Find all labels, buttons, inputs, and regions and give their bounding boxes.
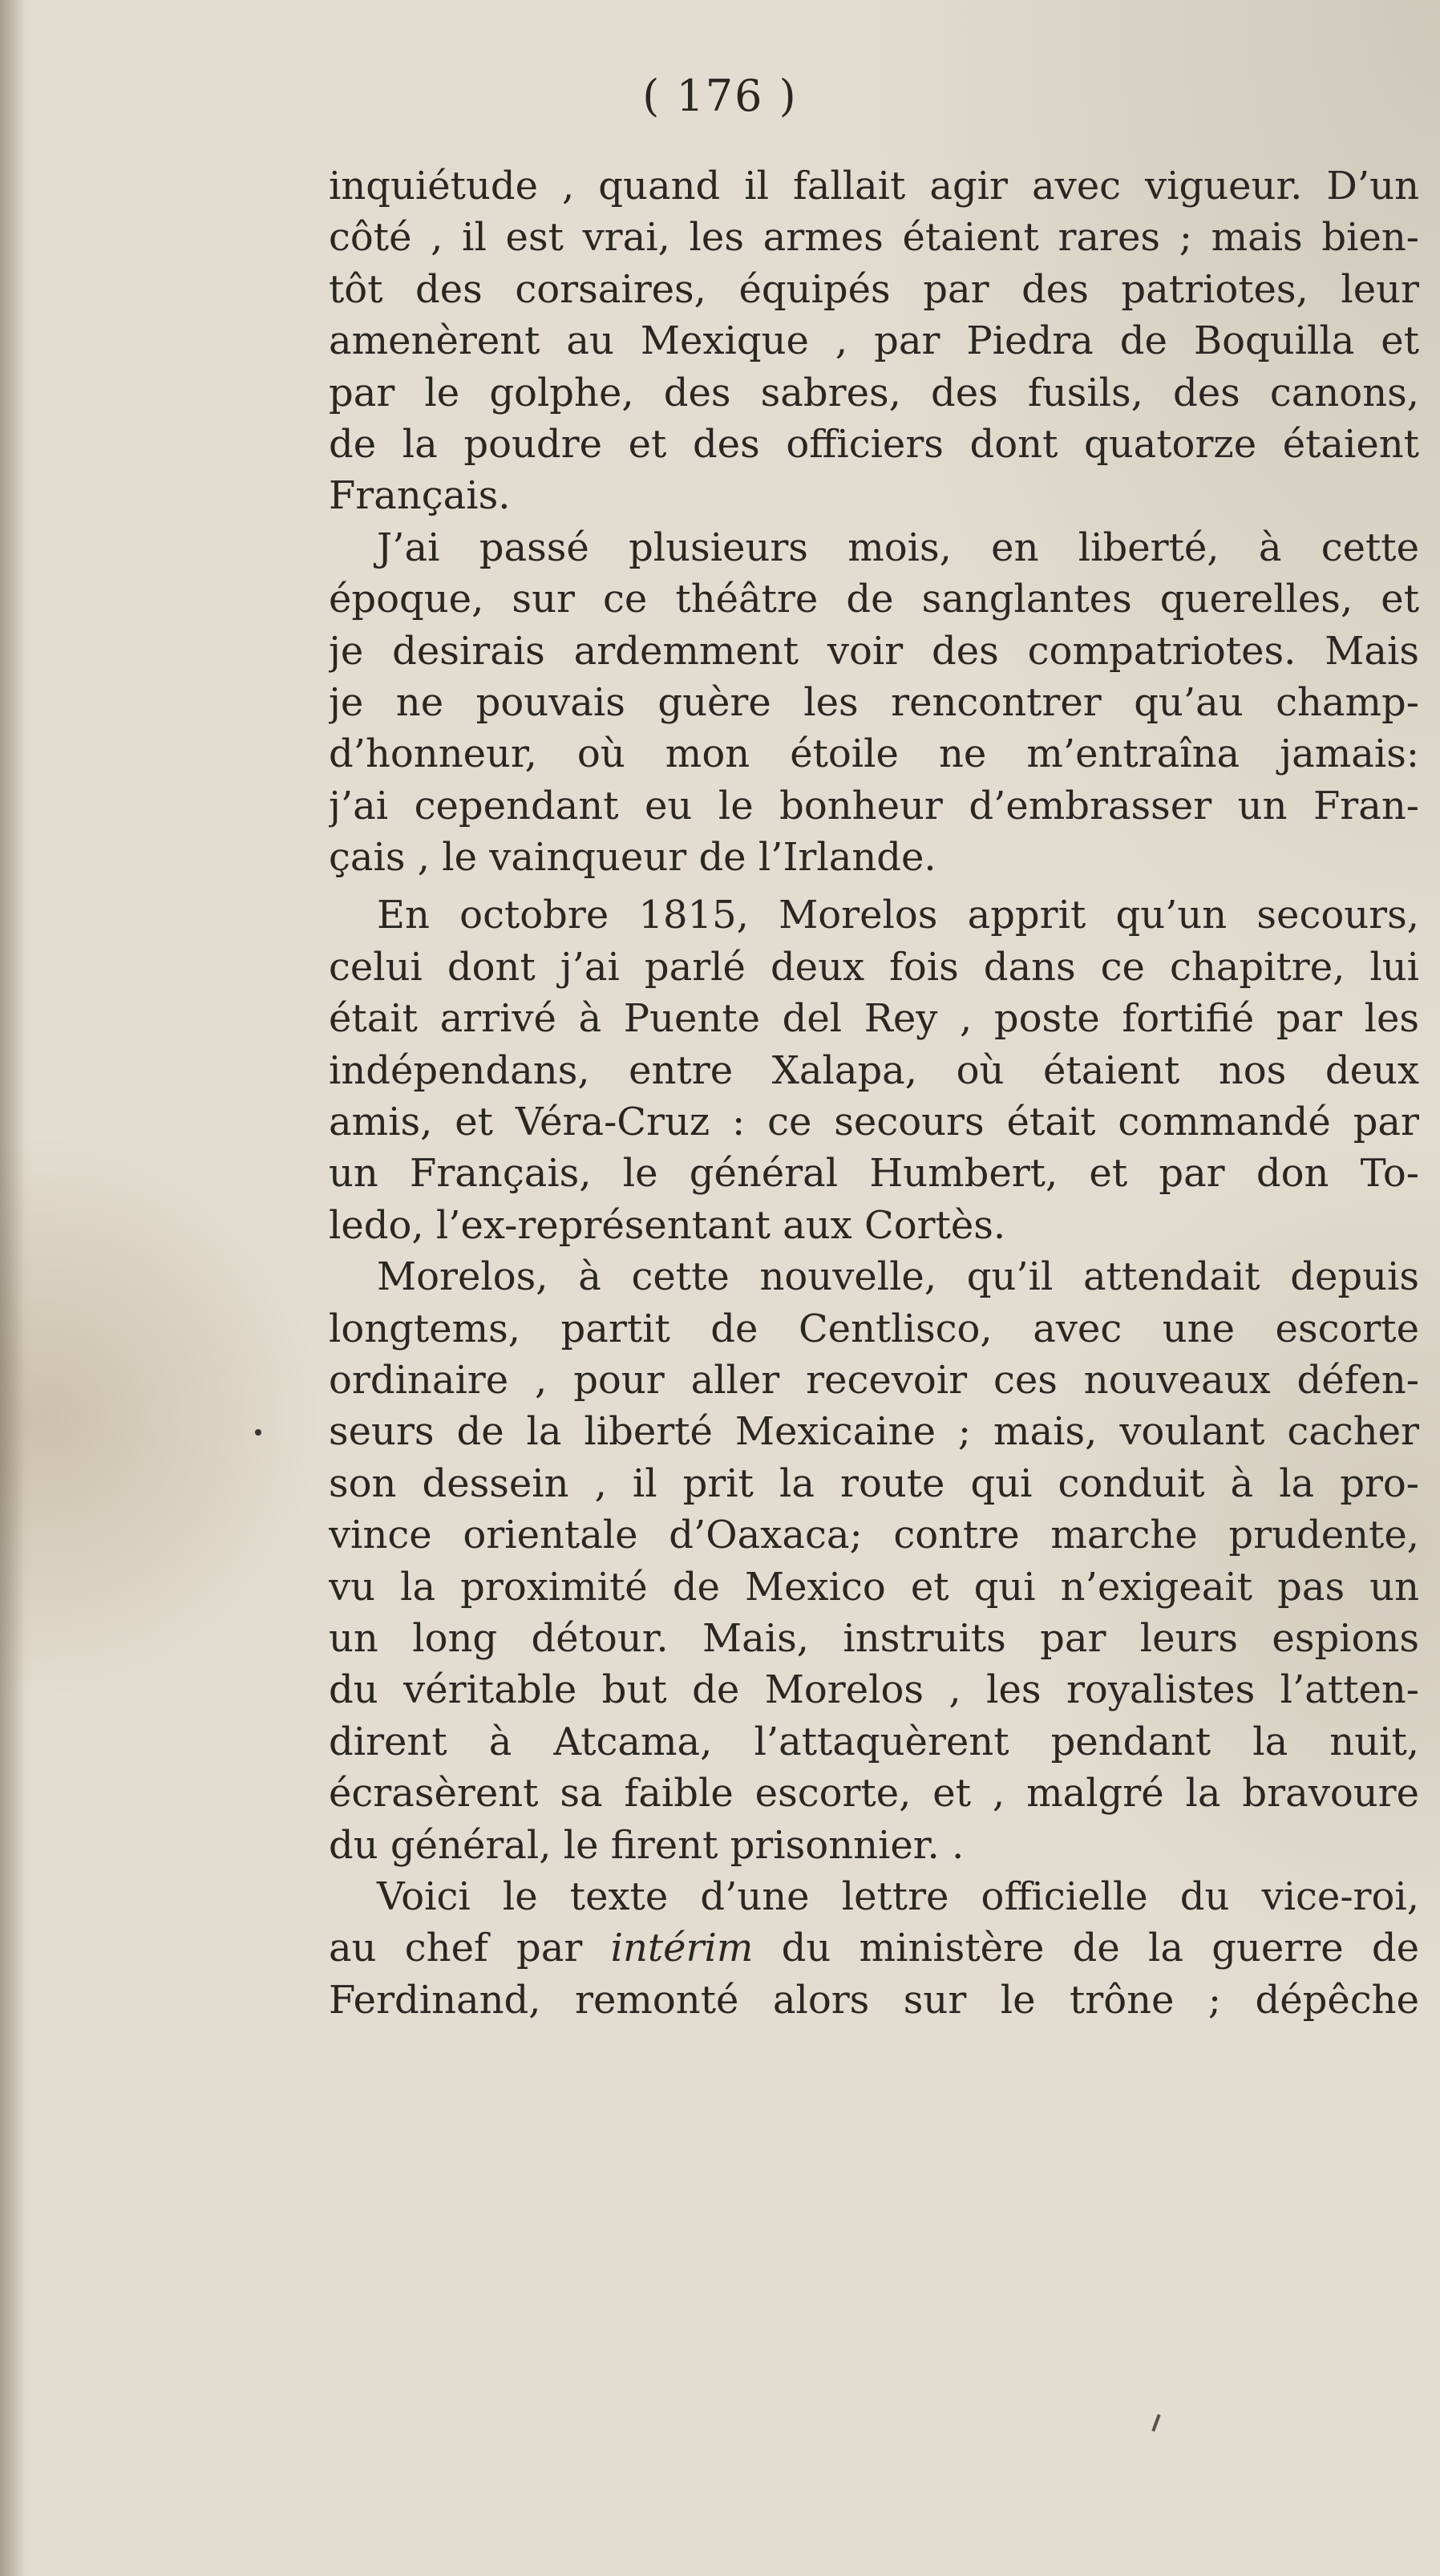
- text-line: côté , il est vrai, les armes étaient rares ; mais bien-: [329, 215, 1419, 261]
- italic-word: intérim: [610, 1926, 754, 1971]
- margin-ink-dot: [255, 1429, 261, 1436]
- text-line: vince orientale d’Oaxaca; contre marche prudente,: [329, 1513, 1419, 1558]
- text-line: Français.: [329, 473, 511, 519]
- text-line: Voici le texte d’une lettre officielle du vice-roi,: [377, 1873, 1419, 1919]
- body-text: [329, 160, 1419, 2026]
- text-line: était arrivé à Puente del Rey , poste fortifié par les: [329, 996, 1419, 1042]
- text-line: un Français, le général Humbert, et par don To-: [329, 1151, 1419, 1197]
- text-line: un long détour. Mais, instruits par leurs espions: [329, 1615, 1419, 1661]
- text-line: Morelos, à cette nouvelle, qu’il attendait depuis: [377, 1254, 1419, 1300]
- page-number: ( 176 ): [642, 71, 798, 121]
- text-line: je desirais ardemment voir des compatriotes. Mais: [329, 628, 1419, 674]
- text-line: Ferdinand, remonté alors sur le trône ; dépêche: [329, 1977, 1419, 2023]
- text-line: celui dont j’ai parlé deux fois dans ce chapitre, lui: [329, 944, 1419, 990]
- text-line: çais , le vainqueur de l’Irlande.: [329, 835, 936, 881]
- text-line: ordinaire , pour aller recevoir ces nouveaux défen-: [329, 1357, 1419, 1403]
- text-line: indépendans, entre Xalapa, où étaient nos deux: [329, 1047, 1419, 1093]
- text-line: amis, et Véra-Cruz : ce secours était commandé par: [329, 1100, 1419, 1145]
- text-line: je ne pouvais guère les rencontrer qu’au champ-: [329, 679, 1419, 725]
- text-line: inquiétude , quand il fallait agir avec vigueur. D’un: [329, 164, 1419, 209]
- text-line: au chef par intérim du ministère de la guerre de: [329, 1926, 1419, 1971]
- stray-ink-mark: [1151, 2414, 1160, 2432]
- text-line: du général, le firent prisonnier. .: [329, 1822, 965, 1868]
- text-line: écrasèrent sa faible escorte, et , malgré la bravoure: [329, 1771, 1419, 1817]
- text-line: ledo, l’ex-représentant aux Cortès.: [329, 1202, 1006, 1248]
- text-line: seurs de la liberté Mexicaine ; mais, voulant cacher: [329, 1409, 1419, 1455]
- text-line: du véritable but de Morelos , les royalistes l’atten-: [329, 1667, 1419, 1713]
- text-line: dirent à Atcama, l’attaquèrent pendant la nuit,: [329, 1719, 1419, 1764]
- spine-shadow: [0, 0, 24, 2576]
- text-line: époque, sur ce théâtre de sanglantes querelles, et: [329, 577, 1419, 622]
- text-line: son dessein , il prit la route qui conduit à la pro-: [329, 1460, 1419, 1506]
- text-line: tôt des corsaires, équipés par des patriotes, leur: [329, 266, 1419, 312]
- text-line: j’ai cependant eu le bonheur d’embrasser un Fran-: [329, 783, 1419, 828]
- text-line: par le golphe, des sabres, des fusils, des canons,: [329, 370, 1419, 415]
- text-line: amenèrent au Mexique , par Piedra de Boquilla et: [329, 318, 1419, 364]
- text-line: J’ai passé plusieurs mois, en liberté, à cette: [377, 525, 1419, 570]
- text-line: de la poudre et des officiers dont quatorze étaient: [329, 421, 1419, 467]
- text-line: En octobre 1815, Morelos apprit qu’un secours,: [377, 893, 1419, 938]
- text-line: d’honneur, où mon étoile ne m’entraîna jamais:: [329, 731, 1419, 777]
- text-line: vu la proximité de Mexico et qui n’exigeait pas un: [329, 1564, 1419, 1610]
- text-line: longtems, partit de Centlisco, avec une escorte: [329, 1306, 1419, 1351]
